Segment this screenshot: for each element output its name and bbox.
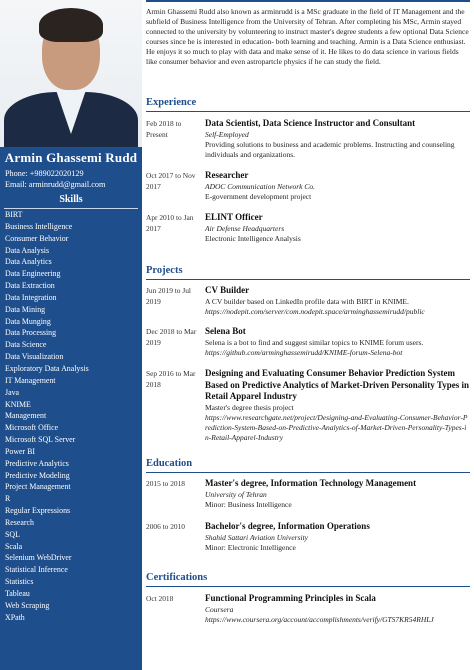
skill-item: Regular Expressions xyxy=(5,506,71,516)
entry-date: Sep 2016 to Mar 2018 xyxy=(146,369,196,389)
entry-description: A CV builder based on LinkedIn profile data with BIRT in KNIME. xyxy=(205,296,409,306)
skill-item: Statistics xyxy=(5,577,34,587)
entry-date: Apr 2010 to Jan 2017 xyxy=(146,213,194,233)
phone: Phone: +989022020129 xyxy=(5,169,84,178)
certifications-section xyxy=(146,572,470,587)
skill-item: Research xyxy=(5,517,34,527)
entry-description: Minor: Business Intelligence xyxy=(205,499,292,509)
entry-link[interactable]: https://github.com/arminghassemirudd/KNIME-forum-Selena-bot xyxy=(205,347,403,357)
entry-title: Researcher xyxy=(205,170,249,180)
entry-date: Dec 2018 to Mar 2019 xyxy=(146,327,197,347)
skill-item: Exploratory Data Analysis xyxy=(5,363,89,373)
skill-item: Microsoft SQL Server xyxy=(5,435,76,445)
entry-title: Master's degree, Information Technology Management xyxy=(205,478,417,488)
section-divider xyxy=(146,279,470,280)
experience-section xyxy=(146,97,470,112)
section-divider xyxy=(146,472,470,473)
section-title: Projects xyxy=(146,265,183,276)
person-name: Armin Ghassemi Rudd xyxy=(4,150,138,165)
skill-item: XPath xyxy=(5,612,25,622)
section-title: Experience xyxy=(146,97,197,108)
skill-item: Selenium WebDriver xyxy=(5,553,72,563)
skill-item: Predictive Analytics xyxy=(5,458,69,468)
education-section xyxy=(146,458,470,473)
section-title: Education xyxy=(146,458,193,469)
skill-item: Data Processing xyxy=(5,328,57,338)
skill-item: Web Scraping xyxy=(5,600,50,610)
entry-link[interactable]: https://nodepit.com/server/com.nodepit.space/arminghassemirudd/public xyxy=(205,306,425,316)
skill-item: Consumer Behavior xyxy=(5,233,69,243)
skill-item: Data Engineering xyxy=(5,269,61,279)
entry-description: Master's degree thesis project xyxy=(205,402,294,412)
email: Email: arminrudd@gmail.com xyxy=(5,180,106,189)
skill-item: Tableau xyxy=(5,589,30,598)
projects-section xyxy=(146,265,470,280)
skill-item: KNIME xyxy=(5,399,31,409)
skill-item: Data Extraction xyxy=(5,281,55,291)
section-title: Certifications xyxy=(146,572,208,583)
skills-list xyxy=(5,209,89,624)
skill-item: Statistical Inference xyxy=(5,565,68,575)
skill-item: SQL xyxy=(5,529,20,539)
entry-date: Oct 2018 xyxy=(146,594,174,603)
entry-org: Shahid Sattari Aviation University xyxy=(205,532,308,542)
entry-date: Jun 2019 to Jul 2019 xyxy=(146,286,191,306)
entry-link[interactable]: https://www.researchgate.net/project/Designing-and-Evaluating-Consumer-Behavior-Prediction-System-Based-on-Predictive-Analytics-of-Market-Driven-Personality-Types-in-Retail-Apparel-Industry xyxy=(205,412,468,442)
skill-item: IT Management xyxy=(5,375,56,385)
skill-item: Data Science xyxy=(5,340,47,350)
entry-org: Self-Employed xyxy=(205,129,249,139)
entry-title: Data Scientist, Data Science Instructor and Consultant xyxy=(205,118,416,128)
entry-title: Bachelor's degree, Information Operations xyxy=(205,521,370,531)
sidebar xyxy=(0,0,142,670)
contact-info xyxy=(5,168,105,190)
entry-description: Providing solutions to business and academic problems. Instructing and counseling individuals and organizations. xyxy=(205,139,455,159)
section-divider xyxy=(146,586,470,587)
entry-description: Selena is a bot to find and suggest similar topics to KNIME forum users. xyxy=(205,337,424,347)
entry-date: 2006 to 2010 xyxy=(146,522,186,531)
entry-org: Coursera xyxy=(205,604,234,614)
skill-item: Management xyxy=(5,411,47,421)
entry-title: Functional Programming Principles in Scala xyxy=(205,593,376,603)
entry-title: Selena Bot xyxy=(205,326,246,336)
main-content xyxy=(146,0,470,670)
entry-title: ELINT Officer xyxy=(205,212,263,222)
skill-item: Data Analytics xyxy=(5,257,52,267)
top-divider xyxy=(146,0,470,2)
entry-date: 2015 to 2018 xyxy=(146,479,186,488)
section-divider xyxy=(146,111,470,112)
skill-item: R xyxy=(5,494,11,504)
skill-item: Data Integration xyxy=(5,292,57,302)
skills-title: Skills xyxy=(59,194,83,205)
entry-link[interactable]: https://www.coursera.org/account/accomplishments/verify/GTS7KR54RHLJ xyxy=(205,614,434,624)
skill-item: Java xyxy=(5,387,20,397)
skill-item: BIRT xyxy=(5,210,23,219)
skill-item: Data Visualization xyxy=(5,352,64,362)
entry-org: ADOC Communication Network Co. xyxy=(205,181,315,191)
entry-title: Designing and Evaluating Consumer Behavior Prediction System Based on Predictive Analytics of Market-Driven Personality Types in Retail Apparel Industry xyxy=(205,368,469,401)
skill-item: Data Analysis xyxy=(5,245,50,255)
skill-item: Data Mining xyxy=(5,304,46,314)
skill-item: Business Intelligence xyxy=(5,221,73,231)
skill-item: Power BI xyxy=(5,446,36,456)
entry-date: Feb 2018 to Present xyxy=(146,119,182,139)
skill-item: Project Management xyxy=(5,482,71,492)
skill-item: Predictive Modeling xyxy=(5,470,70,480)
entry-title: CV Builder xyxy=(205,285,250,295)
entry-description: Minor: Electronic Intelligence xyxy=(205,542,296,552)
about-paragraph: Armin Ghassemi Rudd also known as arminrudd is a MSc graduate in the field of IT Management and the subfield of Business Intelligence from the University of Tehran. After completing his MSc, Armin stayed connected to the university by volunteering to instruct master's degree students a few optional Data Science courses since he is interested in education- both learning and teaching. Armin is a Data Science enthusiast. He enjoys it so much to play with data and make sense of it. He likes to do data science in various fields like consumer behavior and even astropartcle physics if he can study the field. xyxy=(146,7,469,66)
skill-item: Microsoft Office xyxy=(5,423,59,433)
profile-photo xyxy=(0,0,142,147)
skill-item: Data Munging xyxy=(5,316,51,326)
entry-date: Oct 2017 to Nov 2017 xyxy=(146,171,196,191)
entry-org: Air Defense Headquarters xyxy=(205,223,285,233)
skill-item: Scala xyxy=(5,541,23,551)
entry-org: University of Tehran xyxy=(205,489,267,499)
entry-description: E-government development project xyxy=(205,191,312,201)
entry-description: Electronic Intelligence Analysis xyxy=(205,233,301,243)
